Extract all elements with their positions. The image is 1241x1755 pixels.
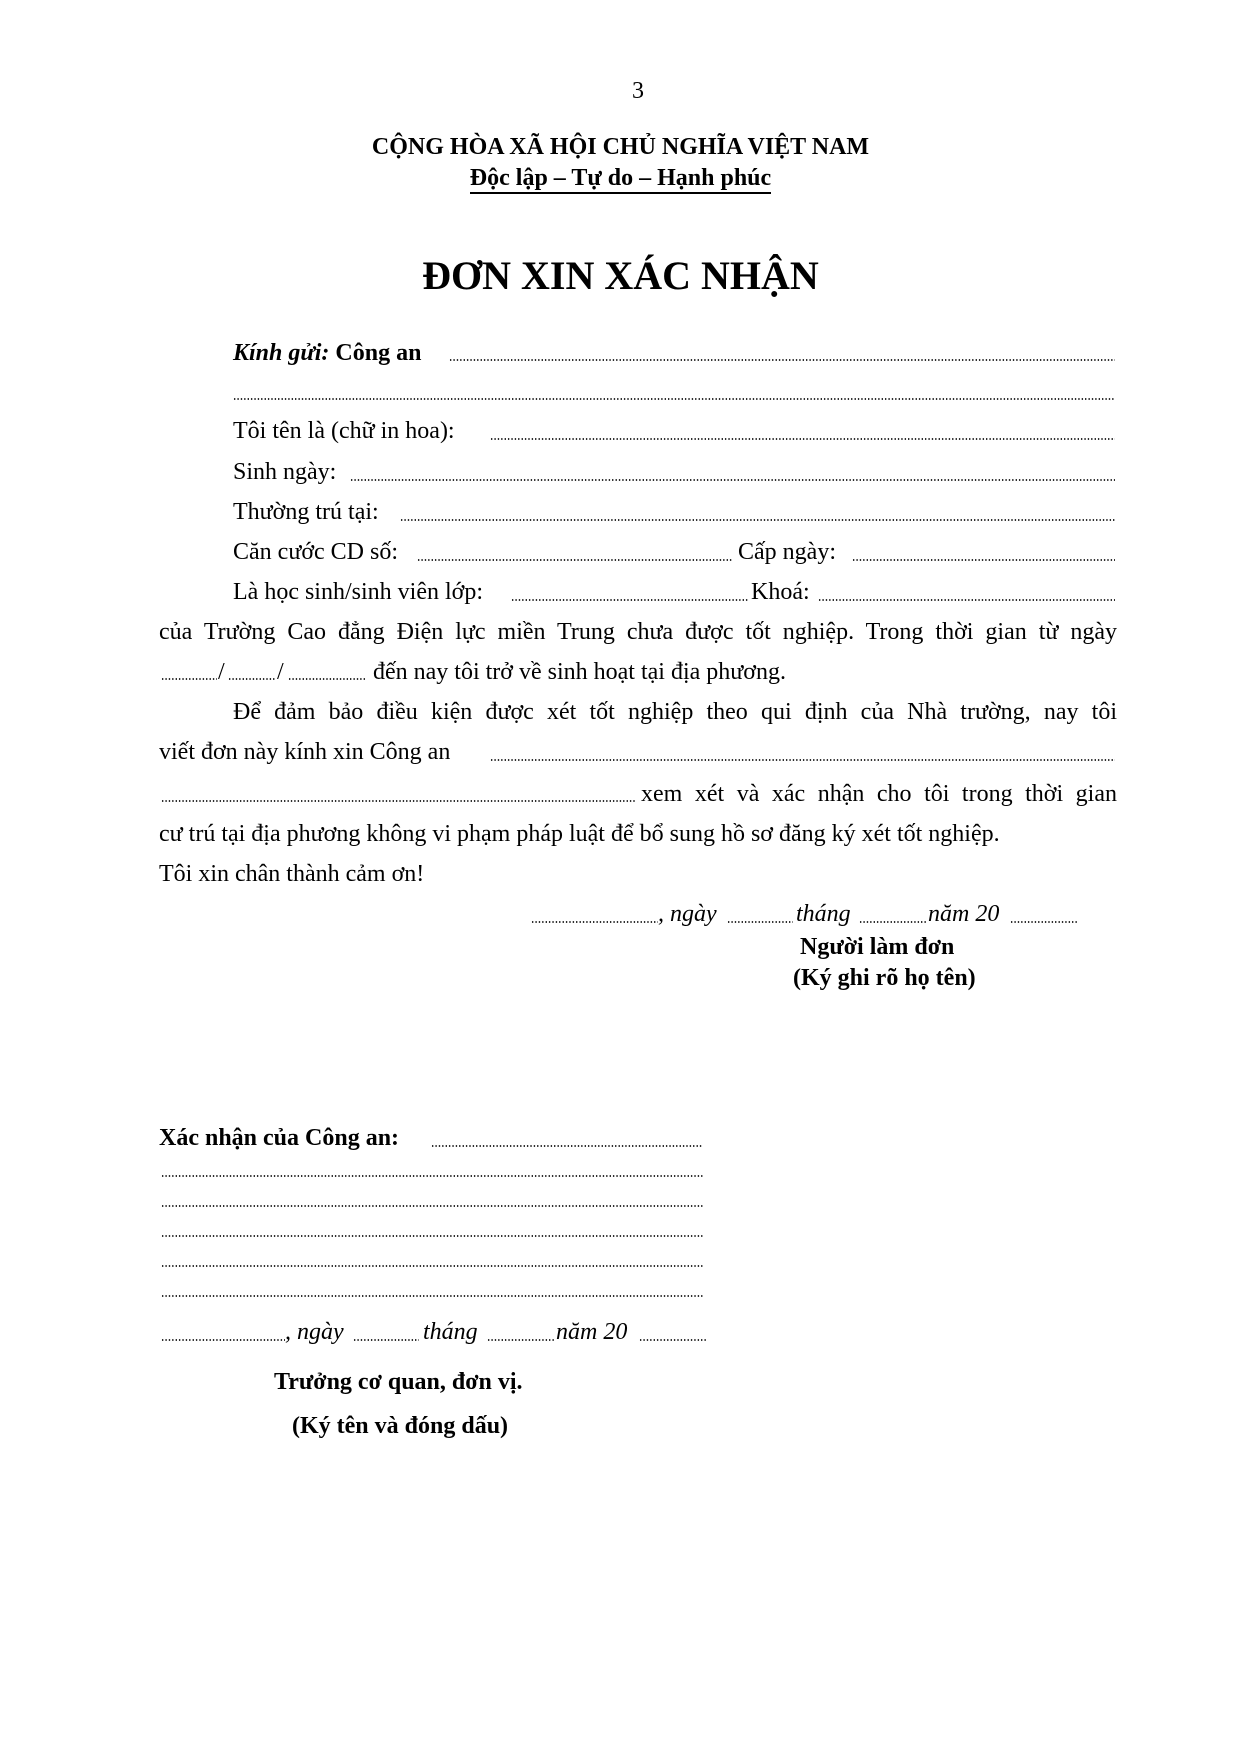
confirmation-dots-6[interactable] <box>161 1295 703 1297</box>
confirmation-label: Xác nhận của Công an: <box>159 1125 400 1151</box>
confirm-month-label: tháng <box>423 1319 478 1345</box>
confirm-day-dots[interactable] <box>353 1339 419 1341</box>
class-dots[interactable] <box>511 599 749 601</box>
confirm-year-dots[interactable] <box>639 1339 706 1341</box>
issue-date-label: Cấp ngày: <box>738 539 836 565</box>
motto-text: Độc lập – Tự do – Hạnh phúc <box>470 164 771 194</box>
para2-line-4: cư trú tại địa phương không vi phạm pháp luật để bổ sung hồ sơ đăng ký xét tốt nghiệp. <box>159 821 1000 847</box>
para2-line-1: Để đảm bảo điều kiện được xét tốt nghiệp theo qui định của Nhà trường, nay tôi <box>233 699 1117 725</box>
police-name-dots-2[interactable] <box>161 800 636 802</box>
applicant-comma-day: , ngày <box>658 901 717 927</box>
recipient-value: Công an <box>335 340 422 366</box>
recipient-dots-2[interactable] <box>233 398 1115 400</box>
para2-line-3-end: xem xét và xác nhận cho tôi trong thời gian <box>641 781 1117 807</box>
body-line-2-end: đến nay tôi trở về sinh hoạt tại địa phương. <box>373 659 786 685</box>
recipient-line <box>233 338 421 368</box>
id-card-dots[interactable] <box>417 559 733 561</box>
confirmation-dots-1[interactable] <box>431 1145 703 1147</box>
recipient-dots-1[interactable] <box>449 359 1115 361</box>
national-motto <box>0 163 1241 194</box>
residence-label: Thường trú tại: <box>233 499 379 525</box>
date-from-year-dots[interactable] <box>288 678 366 680</box>
class-label: Là học sinh/sinh viên lớp: <box>233 579 483 605</box>
document-title: ĐƠN XIN XÁC NHẬN <box>422 253 819 298</box>
national-title: CỘNG HÒA XÃ HỘI CHỦ NGHĨA VIỆT NAM <box>371 134 870 160</box>
applicant-month-dots[interactable] <box>859 921 927 923</box>
recipient-label: Kính gửi: <box>233 340 330 366</box>
confirmation-dots-3[interactable] <box>161 1205 703 1207</box>
residence-dots[interactable] <box>400 519 1115 521</box>
confirm-year-label: năm 20 <box>556 1319 628 1345</box>
thanks-line: Tôi xin chân thành cảm ơn! <box>159 861 425 887</box>
dob-dots[interactable] <box>350 479 1115 481</box>
issue-date-dots[interactable] <box>852 559 1115 561</box>
dob-label: Sinh ngày: <box>233 459 337 485</box>
date-from-month-dots[interactable] <box>228 678 276 680</box>
course-label: Khoá: <box>751 579 810 605</box>
applicant-day-dots[interactable] <box>727 921 793 923</box>
date-slash-2: / <box>277 659 284 685</box>
confirmation-dots-4[interactable] <box>161 1235 703 1237</box>
page-number: 3 <box>632 78 644 104</box>
date-slash-1: / <box>218 659 225 685</box>
body-line-1: của Trường Cao đẳng Điện lực miền Trung chưa được tốt nghiệp. Trong thời gian từ ngày <box>159 619 1117 645</box>
confirmation-dots-5[interactable] <box>161 1265 703 1267</box>
head-title: Trưởng cơ quan, đơn vị. <box>274 1369 523 1395</box>
confirm-place-dots[interactable] <box>161 1339 285 1341</box>
confirm-month-dots[interactable] <box>487 1339 554 1341</box>
name-label: Tôi tên là (chữ in hoa): <box>233 418 455 444</box>
applicant-year-dots[interactable] <box>1010 921 1077 923</box>
confirm-comma-day: , ngày <box>285 1319 344 1345</box>
name-dots[interactable] <box>490 438 1115 440</box>
applicant-note: (Ký ghi rõ họ tên) <box>793 965 976 991</box>
applicant-place-dots[interactable] <box>531 921 658 923</box>
date-from-day-dots[interactable] <box>161 678 217 680</box>
course-dots[interactable] <box>818 599 1115 601</box>
applicant-month-label: tháng <box>796 901 851 927</box>
applicant-title: Người làm đơn <box>800 934 955 960</box>
confirmation-dots-2[interactable] <box>161 1175 703 1177</box>
applicant-year-label: năm 20 <box>928 901 1000 927</box>
police-name-dots-1[interactable] <box>490 759 1115 761</box>
id-card-label: Căn cước CD số: <box>233 539 399 565</box>
head-note: (Ký tên và đóng dấu) <box>292 1413 509 1439</box>
para2-line-2: viết đơn này kính xin Công an <box>159 739 451 765</box>
